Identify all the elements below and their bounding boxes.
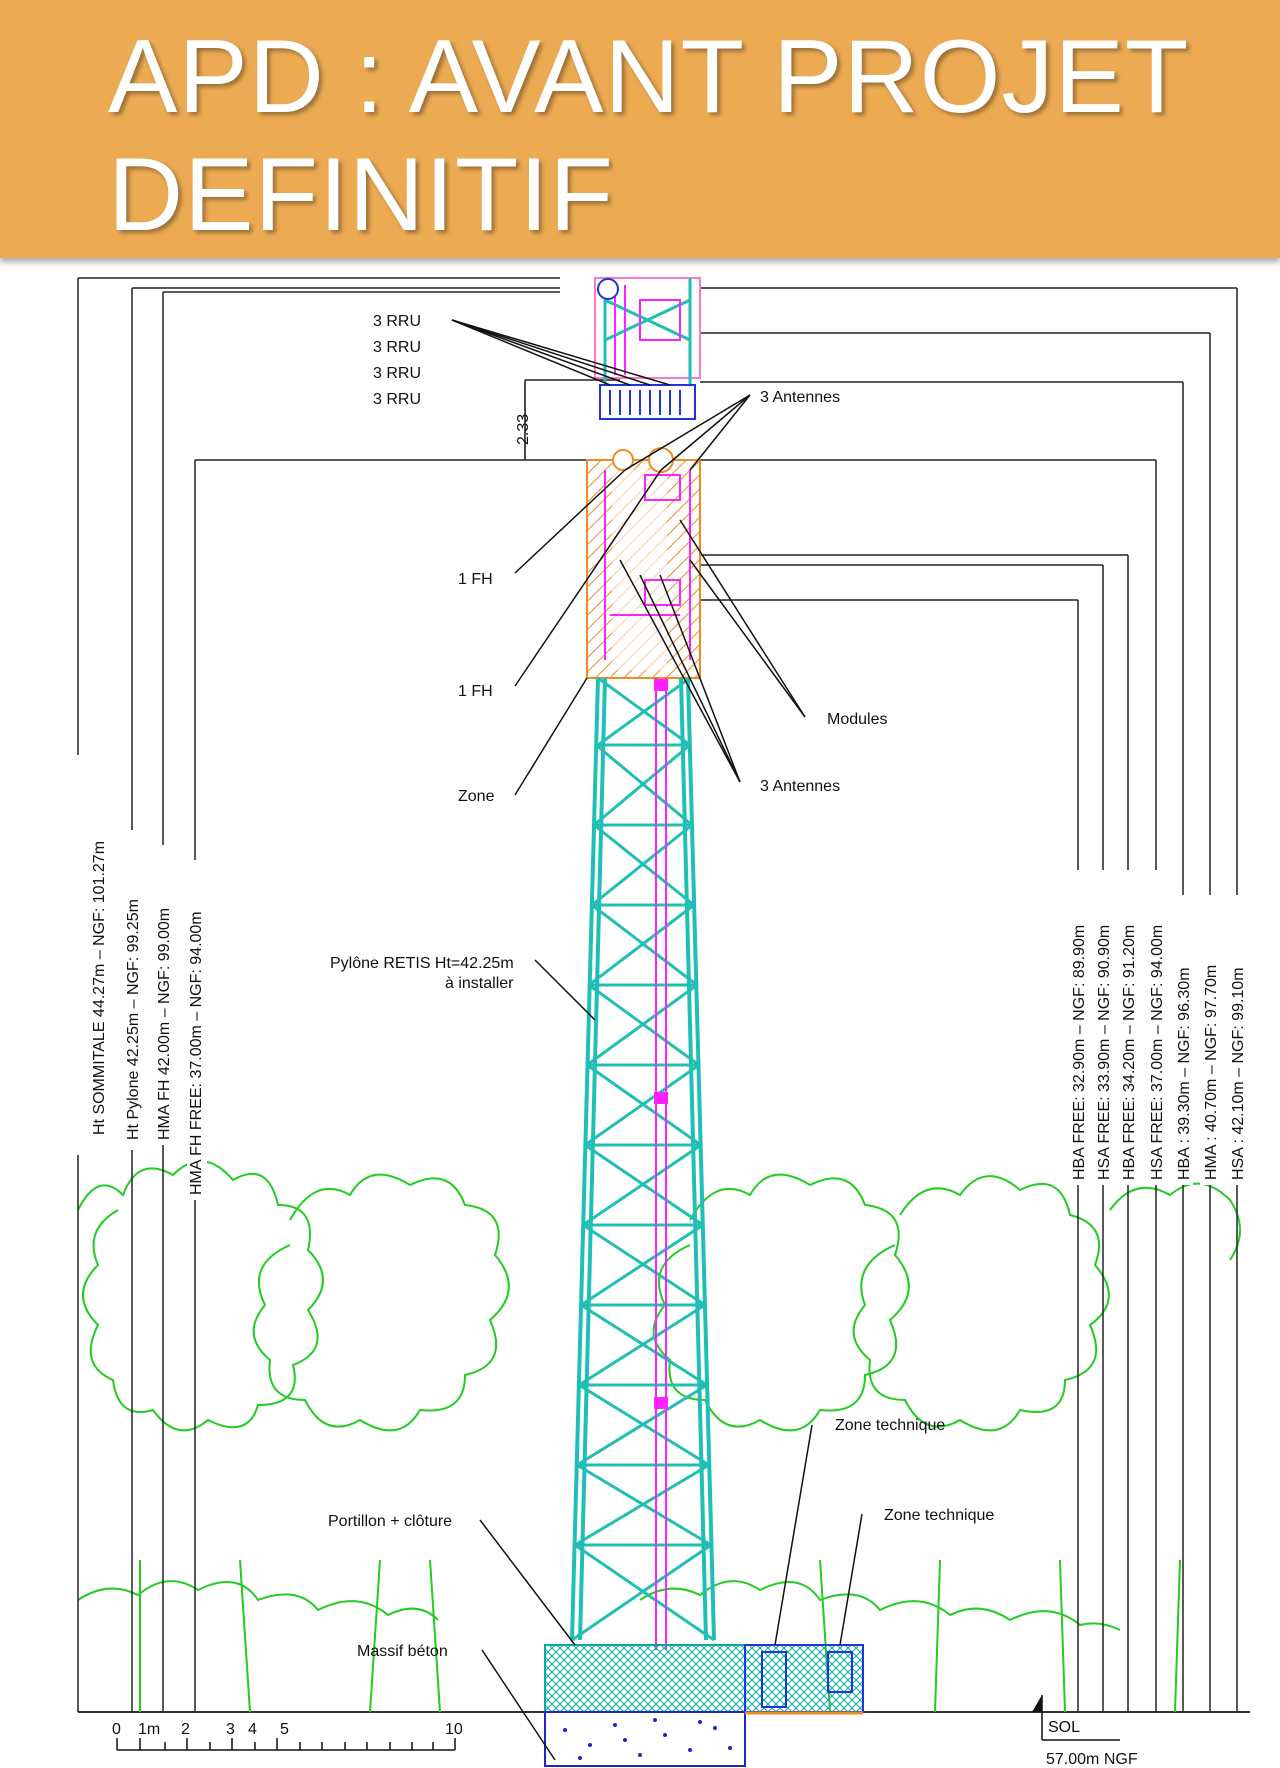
trees [78, 1161, 1240, 1712]
label-ngf-sol: 57.00m NGF [1046, 1751, 1138, 1768]
scale-5: 5 [280, 1721, 289, 1738]
scale-3: 3 [226, 1721, 235, 1738]
label-fh-2: 1 FH [458, 683, 493, 700]
label-fh-1: 1 FH [458, 571, 493, 588]
label-dim-233: 2.33 [515, 413, 532, 445]
scale-bar [117, 1738, 455, 1750]
label-pylone-line2: à installer [445, 975, 514, 992]
dim-hsa-free-2: HSA FREE: 37.00m – NGF: 94.00m [1149, 924, 1166, 1180]
scale-10: 10 [445, 1721, 463, 1738]
label-rru-2: 3 RRU [373, 339, 422, 356]
dim-hsa-free-1: HSA FREE: 33.90m – NGF: 90.90m [1096, 924, 1113, 1180]
dim-hma-fh-free: HMA FH FREE: 37.00m – NGF: 94.00m [188, 911, 205, 1195]
scale-4: 4 [248, 1721, 257, 1738]
title-line-2: DEFINITIF [108, 137, 614, 253]
label-zone: Zone [458, 788, 495, 805]
scale-0: 0 [112, 1721, 121, 1738]
title-line-1: APD : AVANT PROJET [108, 19, 1190, 135]
label-rru-4: 3 RRU [373, 391, 422, 408]
foundation-above [545, 1645, 745, 1712]
label-modules: Modules [827, 711, 888, 728]
dim-hba-free-2: HBA FREE: 34.20m – NGF: 91.20m [1121, 924, 1138, 1180]
label-antennes-top: 3 Antennes [760, 389, 841, 406]
label-zone-technique-2: Zone technique [884, 1507, 995, 1524]
label-zone-technique-1: Zone technique [835, 1417, 946, 1434]
massif-beton [545, 1712, 745, 1766]
label-rru-1: 3 RRU [373, 313, 422, 330]
dim-hsa: HSA : 42.10m – NGF: 99.10m [1230, 967, 1247, 1180]
scale-2: 2 [181, 1721, 190, 1738]
label-sol: SOL [1048, 1719, 1081, 1736]
title-banner [0, 0, 1280, 258]
label-rru-3: 3 RRU [373, 365, 422, 382]
dim-hma: HMA : 40.70m – NGF: 97.70m [1203, 964, 1220, 1180]
dim-hba: HBA : 39.30m – NGF: 96.30m [1176, 967, 1193, 1180]
label-portillon: Portillon + clôture [328, 1513, 453, 1530]
label-antennes-mid: 3 Antennes [760, 778, 841, 795]
label-massif-beton: Massif béton [357, 1643, 448, 1660]
dim-ht-pylone: Ht Pylone 42.25m – NGF: 99.25m [125, 899, 142, 1140]
dim-hma-fh: HMA FH 42.00m – NGF: 99.00m [156, 907, 173, 1140]
dim-ht-sommitale: Ht SOMMITALE 44.27m – NGF: 101.27m [91, 840, 108, 1135]
label-pylone-line1: Pylône RETIS Ht=42.25m [330, 955, 514, 972]
scale-1m: 1m [138, 1721, 161, 1738]
dim-hba-free-1: HBA FREE: 32.90m – NGF: 89.90m [1071, 924, 1088, 1180]
